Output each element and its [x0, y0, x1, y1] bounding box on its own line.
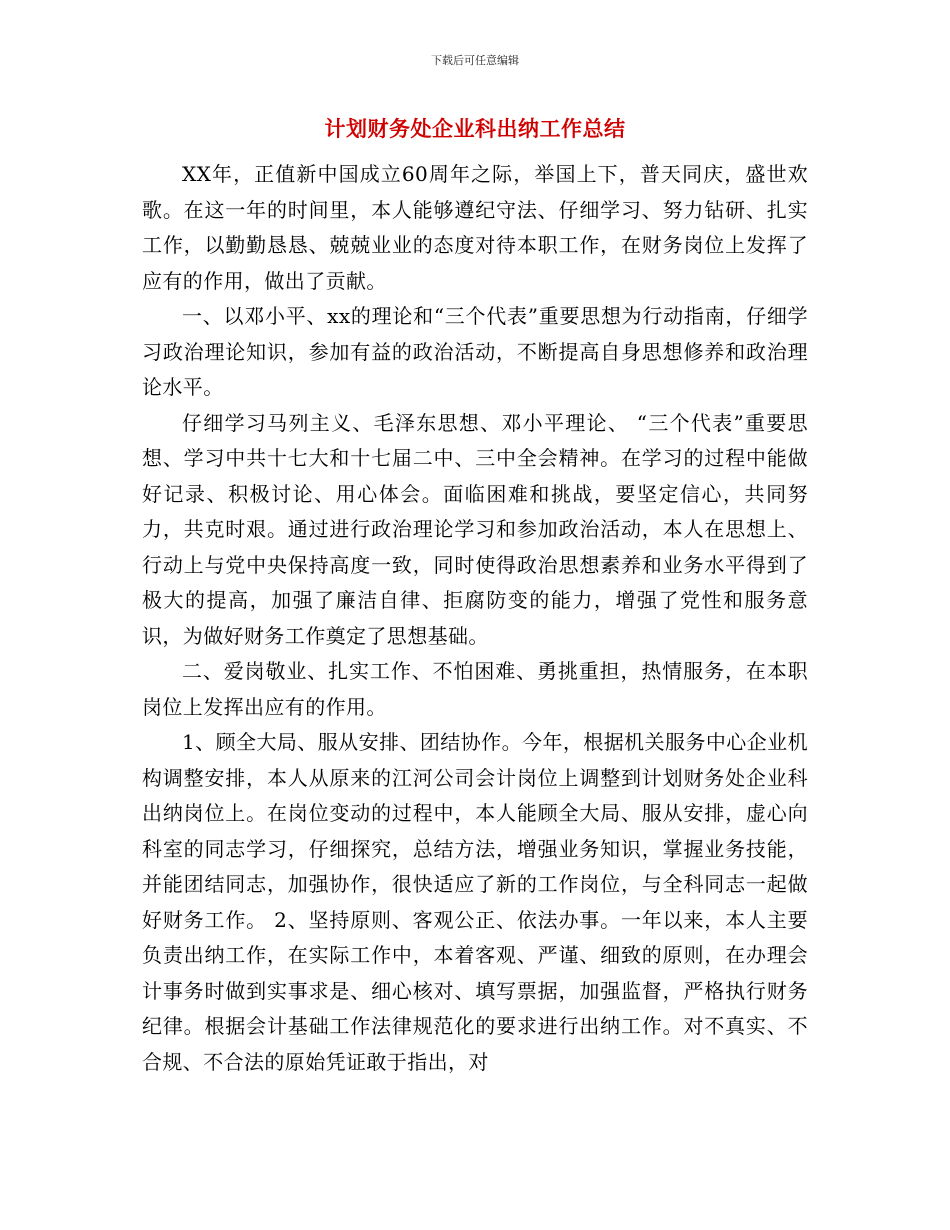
paragraph-section-two-body: 1、顾全大局、服从安排、团结协作。今年，根据机关服务中心企业机构调整安排，本人从原来的江河公司会计岗位上调整到计划财务处企业科出纳岗位上。在岗位变动的过程中，本人能顾全大局、服从安排，虚心向科室的同志学习，仔细探究，总结方法，增强业务知识，掌握业务技能，并能团结同志，加强协作，很快适应了新的工作岗位，与全科同志一起做好财务工作。 2、坚持原则、客观公正、依法办事。一年以来，本人主要负责出纳工作，在实际工作中，本着客观、严谨、细致的原则，在办理会计事务时做到实事求是、细心核对、填写票据，加强监督，严格执行财务纪律。根据会计基础工作法律规范化的要求进行出纳工作。对不真实、不合规、不合法的原始凭证敢于指出，对	[142, 730, 808, 1074]
paragraph-section-one-heading: 一、以邓小平、xx的理论和“三个代表”重要思想为行动指南，仔细学习政治理论知识，参加有益的政治活动，不断提高自身思想修养和政治理论水平。	[142, 304, 808, 399]
paragraph-section-two-heading: 二、爱岗敬业、扎实工作、不怕困难、勇挑重担，热情服务，在本职岗位上发挥出应有的作用。	[142, 659, 808, 719]
header-note: 下载后可任意编辑	[431, 54, 519, 67]
document-body	[142, 157, 808, 1080]
document-title: 计划财务处企业科出纳工作总结	[324, 116, 626, 141]
paragraph-intro: XX年，正值新中国成立60周年之际，举国上下，普天同庆，盛世欢歌。在这一年的时间里，本人能够遵纪守法、仔细学习、努力钻研、扎实工作，以勤勤恳恳、兢兢业业的态度对待本职工作，在财务岗位上发挥了应有的作用，做出了贡献。	[142, 162, 808, 293]
paragraph-section-one-body: 仔细学习马列主义、毛泽东思想、邓小平理论、 “三个代表”重要思想、学习中共十七大和十七届二中、三中全会精神。在学习的过程中能做好记录、积极讨论、用心体会。面临困难和挑战，要坚定信心，共同努力，共克时艰。通过进行政治理论学习和参加政治活动，本人在思想上、行动上与党中央保持高度一致，同时使得政治思想素养和业务水平得到了极大的提高，加强了廉洁自律、拒腐防变的能力，增强了党性和服务意识，为做好财务工作奠定了思想基础。	[142, 410, 808, 648]
